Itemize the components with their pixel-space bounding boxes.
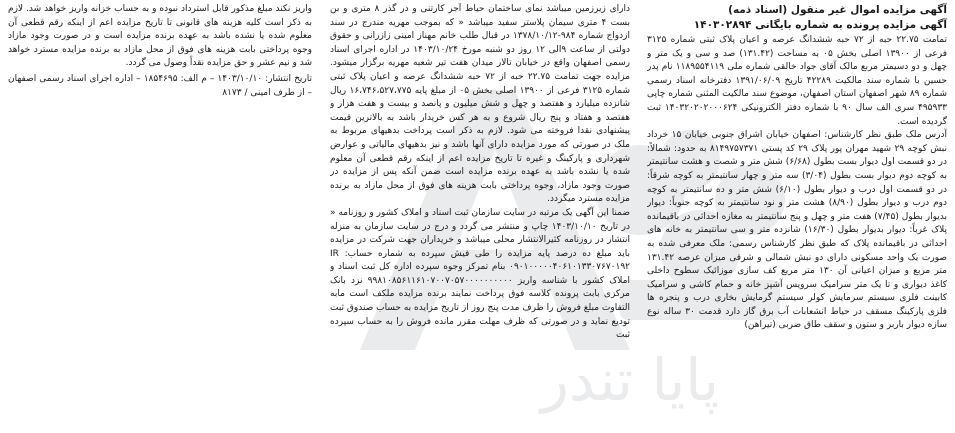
notice-closing-terms: واریز نکند مبلغ مذکور قابل استرداد نبوده و به حساب خزانه واریز خواهد شد. لازم به ذکر است کلیه هزینه های قانونی تا تاریخ مزایده اعم از اینکه رقم قطعی آن معلوم شده یا نشده باشد به عهده برنده مزایده است و در صورت وجود مازاد وجوه پرداختی بابت هزینه های فوق از محل مازاد به برنده مزایده مسترد خواهد شد و نیم عشر و حق مزایده نقداً وصول می گردد.: [8, 4, 312, 69]
notice-title: آگهی مزایده اموال غیر منقول (اسناد ذمه): [728, 4, 947, 16]
column-right: [647, 3, 947, 431]
notice-publish-info: تاریخ انتشار: ۱۴۰۳/۱۰/۱۰ – م الف: ۱۸۵۴۶۹۵ – اداره اجرای اسناد رسمی اصفهان – از طرف امینی / ۸۱۷۳: [8, 73, 312, 98]
watermark-text: پایا تندر: [540, 346, 720, 414]
notice-file-number: آگهی مزایده پرونده به شماره بایگانی ۱۴۰۳۰۲۸۹۴: [693, 19, 947, 31]
notice-payment-terms: ضمنا این آگهی یک مرتبه در سایت سازمان ثبت اسناد و املاک کشور و روزنامه « در تاریخ ۱۴۰۳/۱۰/۱۰ چاپ و منتشر می گردد و درج در سایت سازمان به منزله انتشار در روزنامه کثیرالانتشار محلی میباشد و خریداران جهت شرکت در مزایده باید مبلغ ده درصد پایه مزایده را طی فیش سپرده به شماره حساب: IR ۰۹۰۱۰۰۰۰۰۴۰۶۱۰۱۳۳۰۷۶۷۰۱۹۲ بنام تمرکز وجوه سپرده اداره کل ثبت اسناد و املاک کشور با شناسه واریز ۹۹۸۱۰۸۵۶۱۱۶۱۰۷۰۰۷۰۵۷۰۰۰۰۰۰۰۰۰۰ نزد بانک مرکزی بابت پرونده کلاسه فوق پرداخت نمایند برنده مزایده ملکف است مابه التفاوت مبلغ فروش را ظرف مدت پنج روز از تاریخ مزایده به حساب صندوق ثبت تودیع نماید و در صورتی که ظرف مهلت مقرر مانده فروش را به حساب سپرده ثبت: [330, 207, 630, 341]
notice-auction-terms: دارای زیرزمین میباشد نمای ساختمان حیاط آجر کارتنی و در گذر ۸ متری و بن بست ۴ متری سیمان پلاستر سفید میباشد « که بموجب مهریه مندرج در سند ازدواج شماره ۹۸۴-۱۳۷۸/۱۰/۱۲ در قبال طلب خانم مهناز امینی زازرانی و حقوق دولتی از ساعت ۹الی ۱۲ روز دو شنبه مورخ ۱۴۰۳/۱۰/۲۴ در اداره اجرای اسناد رسمی اصفهان واقع در خیابان تالار میدان هفت تیر شعبه مهریه برگزار میشود. مزایده جهت تمامت ۲۲.۷۵ حبه از ۷۲ حبه ششدانگ عرصه و اعیان پلاک ثبتی شماره ۳۱۲۵ فرعی از ۱۳۹۰۰ اصلی بخش ۰۵ از مبلغ پایه ۱۶،۷۴۶،۵۲۷،۷۷۵ ریال شانزده میلیارد و هفتصد و چهل و شش میلیون و پانصد و بیست و هفت هزار و هفتصد و هفتاد و پنج ریال شروع و به هر کس خریدار باشد به بالاترین قیمت پیشنهادی نقدا فروخته می شود. لازم به ذکر است پرداخت بدهیهای مربوط به ملک در صورتی که مورد مزایده دارای آنها باشد و نیز بدهیهای مالیاتی و عوارض شهرداری و پارکینگ و غیره تا تاریخ مزایده اعم از اینکه رقم قطعی آن معلوم شده یا نشده باشد به عهده برنده مزایده است ضمن آنکه پس از مزایده در صورت وجود مازاد، وجوه پرداختی بابت هزینه های فوق از محل مازاد به برنده مزایده مسترد میگردد.: [330, 4, 630, 205]
notice-address-boundaries: آدرس ملک طبق نظر کارشناس: اصفهان خیابان اشراق جنوبی خیابان ۱۵ خرداد نبش کوچه ۲۹ شهید مهران پور پلاک ۲۹ کد پستی ۸۱۴۹۷۵۷۳۷۱ به حدود: شمالاً: در دو قسمت اول دیوار بست بطول (۶/۶۸) شش متر و شصت و هشت سانتیمتر به کوچه دوم دیوار بست بطول (۳/۰۴) سه متر و چهار سانتیمتر به کوچه شرقاً: در دو قسمت اول درب و دیوار بطول (۶/۱۰) شش متر و ده سانتیمتر به کوچه دوم درب و دیوار بطول (۸/۹۰) هشت متر و نود سانتیمتر به کوچه جنوباً: دیوار بدیوار بطول (۷/۴۵) هفت متر و چهل و پنج سانتیمتر به مغازه احداثی در باقیمانده پلاک غرباً: دیوار بدیوار بطول (۱۶/۳۰) شانزده متر و سی سانتیمتر به خانه های احداثی در باقیمانده پلاک که طبق نظر کارشناس رسمی: ملک معرفی شده به صورت یک واحد مسکونی دارای دو نبش شمالی و شرقی میزان عرصه ۱۳۱.۴۲ متر مربع و میزان اعیانی آن ۱۳۰ متر مربع کف سازی موزائیک سطوح داخلی کاغذ دیواری و تا یک متر سرامیک سرویس آشپز خانه و حمام کاشی و سرامیک کابینت فلزی سیستم سرمایش کولر سیستم گرمایش بخاری درب و پنجره ها فلزی پارکینگ مسقف در حیاط انشعابات آب برق گاز دارد قدمت ۳۰ ساله نوع سازه دیوار باربر و ستون و سقف طاق ضربی (تیراهن): [647, 130, 947, 331]
column-middle: [330, 3, 630, 431]
notice-property-description: تمامت ۲۲.۷۵ حبه از ۷۲ حبه ششدانگ عرصه و اعیان پلاک ثبتی شماره ۳۱۲۵ فرعی از ۱۳۹۰۰ اصلی بخش ۰۵ به مساحت (۱۳۱.۴۲) صد و سی و یک متر و چهل و دو دسیمتر مربع مالک آقای جواد خالقی شماره ملی ۱۱۸۹۵۵۴۱۱۹ نام پدر حسین با شماره سند مالکیت ۴۲۲۸۹ تاریخ ۱۳۹۱/۰۶/۰۹ دفترخانه اسناد رسمی شماره ۸۹ شهر اصفهان استان اصفهان، موضوع سند مالکیت المثنی شماره چاپی ۴۹۵۹۳۳ سری الف سال ۹۰ با شماره دفتر الکترونیکی ۱۴۰۳۲۰۲۰۲۰۰۰۶۲۴ ثبت گردیده است.: [647, 35, 947, 127]
column-left: [8, 3, 312, 431]
